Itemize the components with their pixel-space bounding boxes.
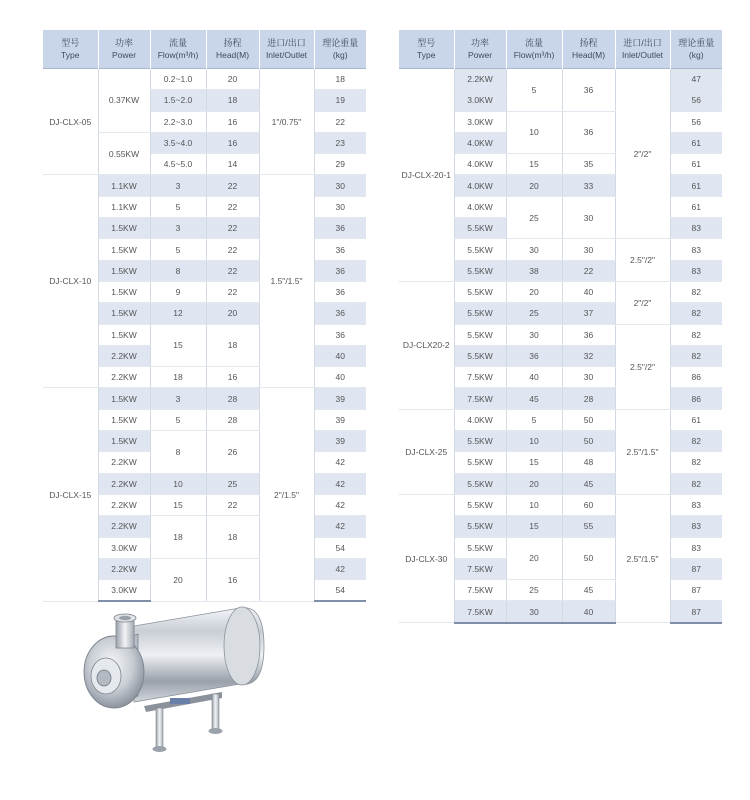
inlet-outlet-cell: 1"/0.75" <box>259 69 314 175</box>
weight-cell: 86 <box>670 367 722 388</box>
power-cell: 2.2KW <box>98 345 150 366</box>
flow-cell: 5 <box>506 409 562 430</box>
model-type: DJ-CLX-30 <box>399 494 454 622</box>
header-type: 型号 Type <box>399 30 454 69</box>
weight-cell: 83 <box>670 260 722 281</box>
head-cell: 18 <box>206 90 259 111</box>
flow-cell: 20 <box>506 281 562 302</box>
flow-cell: 30 <box>506 601 562 623</box>
head-cell: 22 <box>206 239 259 260</box>
power-cell: 4.0KW <box>454 409 506 430</box>
power-cell: 2.2KW <box>454 69 506 90</box>
table-row <box>43 175 366 196</box>
head-cell: 30 <box>562 196 615 239</box>
head-cell: 36 <box>562 111 615 154</box>
power-cell: 2.2KW <box>98 473 150 494</box>
flow-cell: 40 <box>506 367 562 388</box>
power-cell: 5.5KW <box>454 537 506 558</box>
power-cell: 2.2KW <box>98 558 150 579</box>
spec-table-left <box>43 30 366 602</box>
head-cell: 14 <box>206 154 259 175</box>
weight-cell: 22 <box>314 111 366 132</box>
head-cell: 60 <box>562 494 615 515</box>
head-cell: 22 <box>562 260 615 281</box>
head-cell: 35 <box>562 154 615 175</box>
power-cell: 2.2KW <box>98 516 150 537</box>
power-cell: 5.5KW <box>454 324 506 345</box>
weight-cell: 36 <box>314 218 366 239</box>
head-cell: 22 <box>206 260 259 281</box>
weight-cell: 47 <box>670 69 722 90</box>
weight-cell: 36 <box>314 281 366 302</box>
power-cell: 5.5KW <box>454 218 506 239</box>
weight-cell: 87 <box>670 558 722 579</box>
flow-cell: 5 <box>506 69 562 112</box>
inlet-outlet-cell: 2"/2" <box>615 69 670 239</box>
inlet-outlet-cell: 2"/1.5" <box>259 388 314 601</box>
power-cell: 1.5KW <box>98 303 150 324</box>
weight-cell: 36 <box>314 303 366 324</box>
power-cell: 5.5KW <box>454 239 506 260</box>
flow-cell: 15 <box>506 154 562 175</box>
flow-cell: 15 <box>150 324 206 367</box>
model-type: DJ-CLX20-2 <box>399 281 454 409</box>
head-cell: 22 <box>206 218 259 239</box>
header-head: 扬程 Head(M) <box>562 30 615 69</box>
table-row <box>399 281 722 302</box>
weight-cell: 61 <box>670 409 722 430</box>
power-cell: 4.0KW <box>454 175 506 196</box>
flow-cell: 45 <box>506 388 562 409</box>
weight-cell: 54 <box>314 580 366 602</box>
weight-cell: 36 <box>314 324 366 345</box>
head-cell: 28 <box>562 388 615 409</box>
power-cell: 1.5KW <box>98 324 150 345</box>
model-type: DJ-CLX-20-1 <box>399 69 454 282</box>
power-cell: 1.5KW <box>98 431 150 452</box>
header-weight: 理论重量 (kg) <box>670 30 722 69</box>
flow-cell: 10 <box>506 111 562 154</box>
flow-cell: 15 <box>150 494 206 515</box>
head-cell: 22 <box>206 175 259 196</box>
weight-cell: 82 <box>670 452 722 473</box>
weight-cell: 83 <box>670 494 722 515</box>
weight-cell: 42 <box>314 558 366 579</box>
power-cell: 3.0KW <box>98 537 150 558</box>
head-cell: 16 <box>206 132 259 153</box>
flow-cell: 30 <box>506 239 562 260</box>
weight-cell: 18 <box>314 69 366 90</box>
power-cell: 3.0KW <box>98 580 150 602</box>
weight-cell: 61 <box>670 154 722 175</box>
power-cell: 1.5KW <box>98 388 150 409</box>
header-power: 功率 Power <box>454 30 506 69</box>
flow-cell: 20 <box>506 175 562 196</box>
power-cell: 5.5KW <box>454 473 506 494</box>
power-cell: 4.0KW <box>454 132 506 153</box>
head-cell: 40 <box>562 281 615 302</box>
head-cell: 55 <box>562 516 615 537</box>
flow-cell: 10 <box>506 431 562 452</box>
head-cell: 50 <box>562 431 615 452</box>
table-row <box>399 409 722 430</box>
flow-cell: 3 <box>150 388 206 409</box>
inlet-outlet-cell: 2"/2" <box>615 281 670 324</box>
head-cell: 22 <box>206 281 259 302</box>
table-row <box>399 494 722 515</box>
flow-cell: 10 <box>150 473 206 494</box>
head-cell: 16 <box>206 111 259 132</box>
model-type: DJ-CLX-10 <box>43 175 98 388</box>
header-inlet-outlet: 进口/出口 Inlet/Outlet <box>615 30 670 69</box>
weight-cell: 82 <box>670 345 722 366</box>
power-cell: 5.5KW <box>454 452 506 473</box>
weight-cell: 87 <box>670 580 722 601</box>
header-flow: 流量 Flow(m³/h) <box>150 30 206 69</box>
head-cell: 45 <box>562 580 615 601</box>
weight-cell: 82 <box>670 303 722 324</box>
weight-cell: 42 <box>314 494 366 515</box>
power-cell: 1.5KW <box>98 281 150 302</box>
power-cell: 5.5KW <box>454 431 506 452</box>
weight-cell: 40 <box>314 345 366 366</box>
weight-cell: 19 <box>314 90 366 111</box>
weight-cell: 30 <box>314 175 366 196</box>
flow-cell: 10 <box>506 494 562 515</box>
power-cell: 5.5KW <box>454 260 506 281</box>
flow-cell: 25 <box>506 196 562 239</box>
head-cell: 33 <box>562 175 615 196</box>
inlet-outlet-cell: 2.5"/1.5" <box>615 409 670 494</box>
flow-cell: 1.5~2.0 <box>150 90 206 111</box>
centrifugal-pump-icon <box>72 588 272 758</box>
flow-cell: 38 <box>506 260 562 281</box>
weight-cell: 82 <box>670 431 722 452</box>
flow-cell: 3 <box>150 218 206 239</box>
weight-cell: 29 <box>314 154 366 175</box>
weight-cell: 86 <box>670 388 722 409</box>
head-cell: 36 <box>562 69 615 112</box>
header-power: 功率 Power <box>98 30 150 69</box>
table-row <box>43 388 366 409</box>
power-cell: 3.0KW <box>454 111 506 132</box>
power-cell: 1.5KW <box>98 218 150 239</box>
head-cell: 20 <box>206 303 259 324</box>
power-cell: 5.5KW <box>454 345 506 366</box>
power-cell: 1.5KW <box>98 239 150 260</box>
flow-cell: 15 <box>506 516 562 537</box>
flow-cell: 2.2~3.0 <box>150 111 206 132</box>
weight-cell: 23 <box>314 132 366 153</box>
power-cell: 5.5KW <box>454 281 506 302</box>
flow-cell: 36 <box>506 345 562 366</box>
model-type: DJ-CLX-15 <box>43 388 98 601</box>
weight-cell: 56 <box>670 111 722 132</box>
weight-cell: 61 <box>670 132 722 153</box>
head-cell: 30 <box>562 367 615 388</box>
flow-cell: 5 <box>150 196 206 217</box>
weight-cell: 42 <box>314 452 366 473</box>
power-cell: 5.5KW <box>454 494 506 515</box>
head-cell: 28 <box>206 388 259 409</box>
head-cell: 37 <box>562 303 615 324</box>
weight-cell: 83 <box>670 537 722 558</box>
flow-cell: 25 <box>506 303 562 324</box>
weight-cell: 40 <box>314 367 366 388</box>
weight-cell: 82 <box>670 281 722 302</box>
table-row <box>43 69 366 90</box>
head-cell: 22 <box>206 196 259 217</box>
weight-cell: 83 <box>670 516 722 537</box>
header-type: 型号 Type <box>43 30 98 69</box>
table-header-row <box>399 30 722 69</box>
model-type: DJ-CLX-05 <box>43 69 98 175</box>
head-cell: 25 <box>206 473 259 494</box>
weight-cell: 42 <box>314 516 366 537</box>
table-header-row <box>43 30 366 69</box>
head-cell: 36 <box>562 324 615 345</box>
flow-cell: 25 <box>506 580 562 601</box>
power-cell: 4.0KW <box>454 196 506 217</box>
head-cell: 22 <box>206 494 259 515</box>
power-cell: 7.5KW <box>454 580 506 601</box>
model-type: DJ-CLX-25 <box>399 409 454 494</box>
weight-cell: 87 <box>670 601 722 623</box>
power-cell: 2.2KW <box>98 367 150 388</box>
spec-table-right <box>399 30 722 624</box>
flow-cell: 5 <box>150 409 206 430</box>
head-cell: 50 <box>562 537 615 580</box>
power-cell: 7.5KW <box>454 601 506 623</box>
flow-cell: 3 <box>150 175 206 196</box>
weight-cell: 82 <box>670 324 722 345</box>
head-cell: 18 <box>206 516 259 559</box>
head-cell: 45 <box>562 473 615 494</box>
weight-cell: 36 <box>314 260 366 281</box>
power-cell: 0.37KW <box>98 69 150 133</box>
table-row <box>399 69 722 90</box>
head-cell: 18 <box>206 324 259 367</box>
flow-cell: 3.5~4.0 <box>150 132 206 153</box>
flow-cell: 8 <box>150 260 206 281</box>
weight-cell: 56 <box>670 90 722 111</box>
flow-cell: 18 <box>150 516 206 559</box>
header-flow: 流量 Flow(m³/h) <box>506 30 562 69</box>
inlet-outlet-cell: 2.5"/1.5" <box>615 494 670 622</box>
head-cell: 32 <box>562 345 615 366</box>
flow-cell: 20 <box>506 473 562 494</box>
head-cell: 28 <box>206 409 259 430</box>
power-cell: 1.1KW <box>98 196 150 217</box>
power-cell: 7.5KW <box>454 388 506 409</box>
weight-cell: 54 <box>314 537 366 558</box>
power-cell: 2.2KW <box>98 494 150 515</box>
power-cell: 5.5KW <box>454 516 506 537</box>
flow-cell: 18 <box>150 367 206 388</box>
head-cell: 16 <box>206 558 259 601</box>
flow-cell: 8 <box>150 431 206 474</box>
inlet-outlet-cell: 2.5"/2" <box>615 324 670 409</box>
weight-cell: 39 <box>314 431 366 452</box>
power-cell: 0.55KW <box>98 132 150 175</box>
weight-cell: 39 <box>314 409 366 430</box>
power-cell: 7.5KW <box>454 367 506 388</box>
header-weight: 理论重量 (kg) <box>314 30 366 69</box>
power-cell: 2.2KW <box>98 452 150 473</box>
power-cell: 5.5KW <box>454 303 506 324</box>
power-cell: 3.0KW <box>454 90 506 111</box>
flow-cell: 20 <box>506 537 562 580</box>
power-cell: 1.1KW <box>98 175 150 196</box>
head-cell: 30 <box>562 239 615 260</box>
head-cell: 50 <box>562 409 615 430</box>
head-cell: 26 <box>206 431 259 474</box>
power-cell: 4.0KW <box>454 154 506 175</box>
flow-cell: 15 <box>506 452 562 473</box>
weight-cell: 30 <box>314 196 366 217</box>
head-cell: 40 <box>562 601 615 623</box>
flow-cell: 5 <box>150 239 206 260</box>
weight-cell: 42 <box>314 473 366 494</box>
weight-cell: 83 <box>670 218 722 239</box>
header-head: 扬程 Head(M) <box>206 30 259 69</box>
flow-cell: 4.5~5.0 <box>150 154 206 175</box>
power-cell: 1.5KW <box>98 260 150 281</box>
weight-cell: 82 <box>670 473 722 494</box>
flow-cell: 30 <box>506 324 562 345</box>
flow-cell: 12 <box>150 303 206 324</box>
flow-cell: 20 <box>150 558 206 601</box>
power-cell: 7.5KW <box>454 558 506 579</box>
weight-cell: 36 <box>314 239 366 260</box>
weight-cell: 61 <box>670 175 722 196</box>
flow-cell: 0.2~1.0 <box>150 69 206 90</box>
weight-cell: 61 <box>670 196 722 217</box>
weight-cell: 83 <box>670 239 722 260</box>
power-cell: 1.5KW <box>98 409 150 430</box>
head-cell: 16 <box>206 367 259 388</box>
inlet-outlet-cell: 1.5"/1.5" <box>259 175 314 388</box>
head-cell: 48 <box>562 452 615 473</box>
header-inlet-outlet: 进口/出口 Inlet/Outlet <box>259 30 314 69</box>
weight-cell: 39 <box>314 388 366 409</box>
head-cell: 20 <box>206 69 259 90</box>
flow-cell: 9 <box>150 281 206 302</box>
inlet-outlet-cell: 2.5"/2" <box>615 239 670 282</box>
